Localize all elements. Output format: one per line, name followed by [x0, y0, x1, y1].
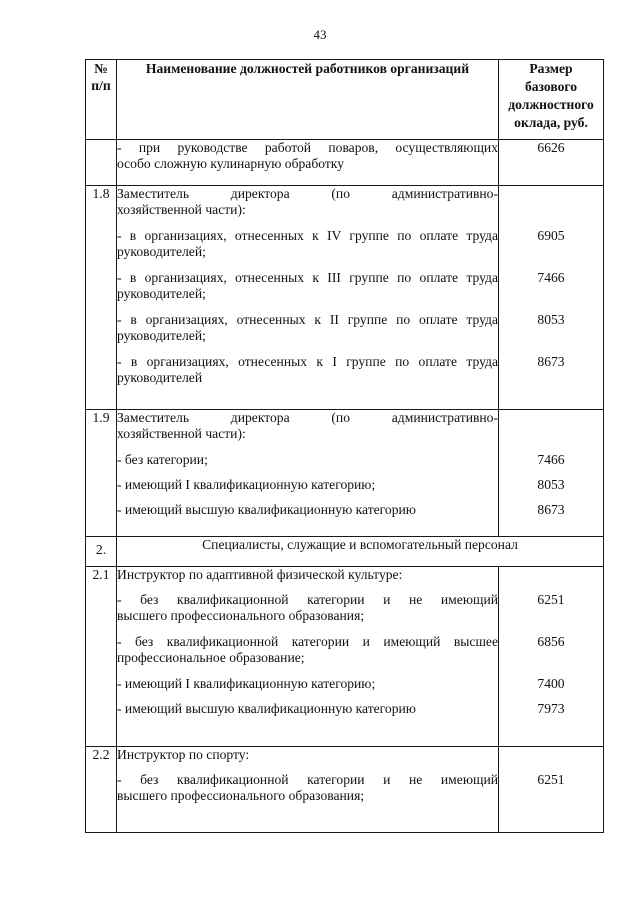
row-number: 1.8 — [86, 186, 117, 410]
list-item — [117, 452, 498, 468]
position-cell — [117, 186, 499, 410]
table-row — [86, 410, 604, 537]
position-text: Инструктор по адаптивной физической культуре: — [117, 567, 403, 582]
list-item — [117, 701, 498, 717]
row-number: 2.1 — [86, 567, 117, 747]
list-item — [117, 502, 498, 518]
position-text: - имеющий высшую квалификационную категорию — [117, 502, 416, 517]
row-number: 1.9 — [86, 410, 117, 537]
position-text: - имеющий I квалификационную категорию; — [117, 676, 376, 691]
header-number-line: п/п — [91, 78, 111, 93]
salary-value: 7466 — [537, 452, 565, 467]
header-salary-line: оклада, руб. — [514, 115, 588, 130]
salary-cell — [499, 567, 604, 747]
list-item — [117, 676, 498, 692]
position-text: высшего профессионального образования; — [117, 608, 365, 623]
header-salary-line: Размер — [529, 61, 573, 76]
position-text: - в организациях, отнесенных к II группе по оплате труда — [117, 312, 498, 327]
header-salary-line: должностного — [508, 97, 594, 112]
salary-value: 8673 — [537, 502, 565, 517]
position-text: - без квалификационной категории и не имеющий — [117, 592, 498, 607]
position-text: хозяйственной части): — [117, 202, 246, 217]
position-text: - в организациях, отнесенных к III группе по оплате труда — [117, 270, 498, 285]
table-header-row — [86, 60, 604, 140]
list-item — [117, 634, 498, 666]
position-text: - при руководстве работой поваров, осуществляющих — [117, 140, 498, 155]
header-salary-line: базового — [524, 79, 578, 94]
list-item — [117, 354, 498, 386]
salary-value: 6905 — [537, 228, 565, 243]
list-item — [117, 312, 498, 344]
position-text: профессиональное образование; — [117, 650, 305, 665]
position-text: Заместитель директора (по административно- — [117, 186, 498, 201]
section-row — [86, 537, 604, 567]
position-group-title — [117, 747, 498, 763]
position-text: руководителей; — [117, 286, 206, 301]
header-salary — [499, 60, 604, 140]
salary-value: 7466 — [537, 270, 565, 285]
row-number — [86, 140, 117, 186]
position-text: - в организациях, отнесенных к IV группе по оплате труда — [117, 228, 498, 243]
position-text: Инструктор по спорту: — [117, 747, 250, 762]
salary-value: 6251 — [537, 772, 565, 787]
list-item — [117, 270, 498, 302]
salary-cell — [499, 140, 604, 186]
table-row — [86, 747, 604, 833]
salary-value: 7973 — [537, 701, 565, 716]
position-text: руководителей; — [117, 244, 206, 259]
position-cell — [117, 410, 499, 537]
position-text: руководителей — [117, 370, 203, 385]
position-text: хозяйственной части): — [117, 426, 246, 441]
position-text: - имеющий I квалификационную категорию; — [117, 477, 376, 492]
list-item — [117, 592, 498, 624]
position-cell — [117, 567, 499, 747]
position-text: - имеющий высшую квалификационную категорию — [117, 701, 416, 716]
table-row — [86, 567, 604, 747]
position-text: Заместитель директора (по административно- — [117, 410, 498, 425]
position-text: руководителей; — [117, 328, 206, 343]
table-row — [86, 140, 604, 186]
section-title: Специалисты, служащие и вспомогательный персонал — [117, 537, 604, 567]
position-cell — [117, 747, 499, 833]
list-item — [117, 228, 498, 260]
position-group-title — [117, 410, 498, 442]
table-row — [86, 186, 604, 410]
header-position-name: Наименование должностей работников организаций — [117, 60, 499, 140]
position-cell — [117, 140, 499, 186]
salary-cell — [499, 186, 604, 410]
salary-value: 6251 — [537, 592, 565, 607]
salary-cell — [499, 410, 604, 537]
list-item — [117, 477, 498, 493]
salary-value: 8053 — [537, 312, 565, 327]
salary-cell — [499, 747, 604, 833]
position-text: - в организациях, отнесенных к I группе по оплате труда — [117, 354, 498, 369]
salary-value: 8053 — [537, 477, 565, 492]
salary-value: 6626 — [537, 140, 565, 155]
salary-value: 7400 — [537, 676, 565, 691]
position-text: особо сложную кулинарную обработку — [117, 156, 344, 171]
list-item — [117, 772, 498, 804]
row-number: 2. — [86, 537, 117, 567]
header-number — [86, 60, 117, 140]
page-number: 43 — [313, 27, 327, 42]
position-group-title — [117, 567, 498, 583]
position-text: высшего профессионального образования; — [117, 788, 365, 803]
position-text: - без квалификационной категории и не имеющий — [117, 772, 498, 787]
row-number: 2.2 — [86, 747, 117, 833]
position-text: - без категории; — [117, 452, 208, 467]
salary-value: 8673 — [537, 354, 565, 369]
salary-value: 6856 — [537, 634, 565, 649]
position-text: - без квалификационной категории и имеющий высшее — [117, 634, 498, 649]
salary-table — [85, 59, 604, 833]
header-number-line: № — [94, 61, 108, 76]
position-group-title — [117, 186, 498, 218]
